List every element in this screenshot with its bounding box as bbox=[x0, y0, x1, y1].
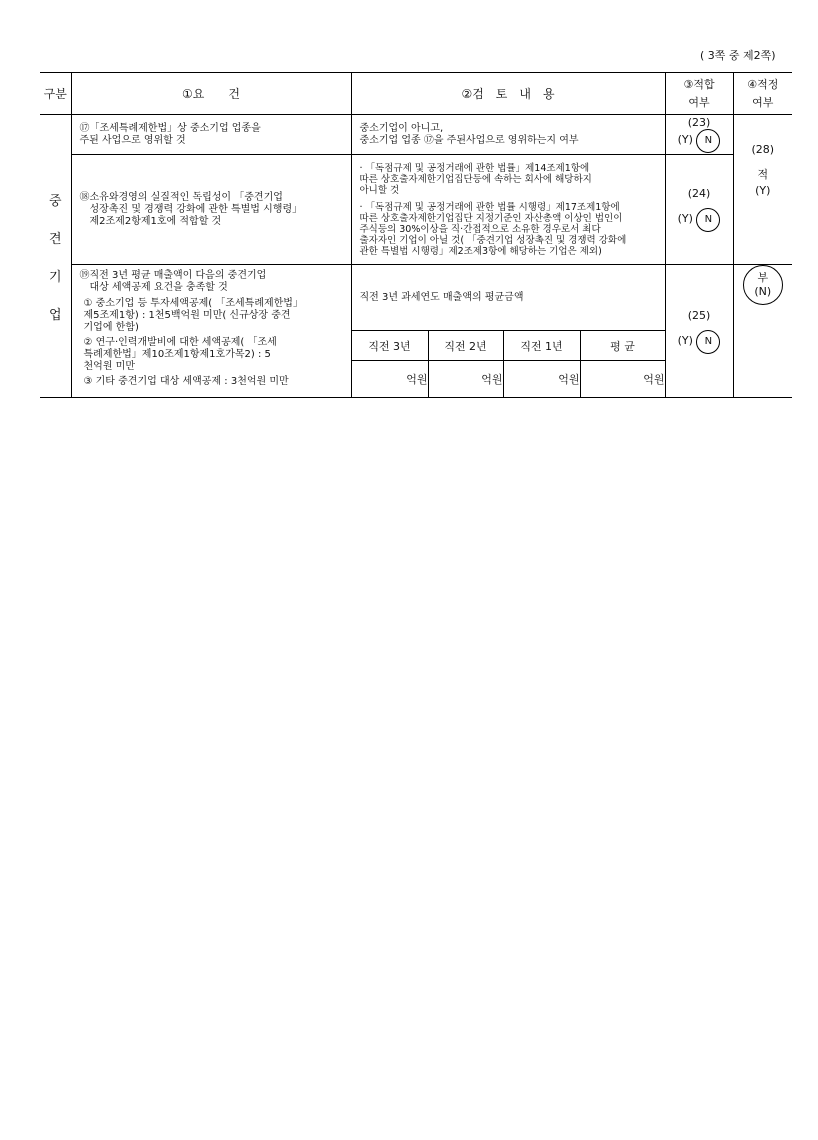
review-line: · 「독점규제 및 공정거래에 관한 법률 시행령」제17조제1항에 bbox=[359, 201, 620, 213]
subheader-year2: 직전 2년 bbox=[428, 331, 503, 361]
header-suitability bbox=[665, 73, 733, 115]
amount-year1[interactable]: 억원 bbox=[503, 361, 580, 398]
amount-average[interactable]: 억원 bbox=[580, 361, 665, 398]
requirement-17 bbox=[71, 115, 351, 155]
appropriate-y[interactable]: (Y) bbox=[755, 184, 771, 197]
yes-option[interactable]: (Y) bbox=[677, 333, 693, 347]
header-suitability-line2: 여부 bbox=[688, 95, 710, 109]
no-option-circled[interactable]: N bbox=[696, 208, 720, 232]
appropriate-label: 적 bbox=[757, 168, 769, 181]
review-line: 아니할 것 bbox=[359, 184, 400, 196]
requirement-item: 제5조제1항) : 1천5백억원 미만( 신규상장 중견 bbox=[83, 310, 291, 321]
requirement-item: ① 중소기업 등 투자세액공제( 「조세특례제한법」 bbox=[83, 298, 303, 309]
requirement-line: ⑲직전 3년 평균 매출액이 다음의 중견기업 bbox=[79, 270, 267, 281]
requirement-item: ② 연구·인력개발비에 대한 세액공제( 「조세 bbox=[83, 337, 277, 348]
requirement-item: 특례제한법」제10조제1항제1호가목2) : 5 bbox=[83, 349, 271, 360]
header-suitability-line1: ③적합 bbox=[683, 77, 715, 91]
item-number: (24) bbox=[687, 187, 711, 200]
review-line: 중소기업 업종 ⑰을 주된사업으로 영위하는지 여부 bbox=[359, 134, 579, 146]
requirement-line: 제2조제2항제1호에 적합할 것 bbox=[89, 215, 222, 227]
amount-year3[interactable]: 억원 bbox=[351, 361, 428, 398]
category-char: 기 bbox=[48, 270, 62, 285]
review-line: 관한 특별법 시행령」제2조제3항에 해당하는 기업은 제외) bbox=[359, 245, 602, 257]
requirement-line: 주된 사업으로 영위할 것 bbox=[79, 134, 186, 146]
yes-option[interactable]: (Y) bbox=[677, 212, 693, 225]
subheader-average: 평 균 bbox=[580, 331, 665, 361]
review-18 bbox=[351, 155, 665, 265]
category-char: 견 bbox=[48, 232, 62, 247]
header-appropriateness-line2: 여부 bbox=[752, 95, 774, 109]
review-19 bbox=[351, 265, 665, 331]
header-requirement: ①요 건 bbox=[71, 73, 351, 115]
inappropriate-label: 부 bbox=[757, 271, 769, 284]
subheader-year3: 직전 3년 bbox=[351, 331, 428, 361]
appropriate-cell bbox=[733, 115, 792, 265]
inappropriate-n: (N) bbox=[754, 285, 772, 298]
subheader-year1: 직전 1년 bbox=[503, 331, 580, 361]
requirement-line: 대상 세액공제 요건을 충족할 것 bbox=[89, 282, 228, 293]
review-line: 주식등의 30%이상을 직·간접적으로 소유한 경우로서 최다 bbox=[359, 223, 601, 235]
requirement-line: 성장촉진 및 경쟁력 강화에 관한 특별법 시행령」 bbox=[89, 203, 303, 215]
requirement-line: ⑰「조세특례제한법」상 중소기업 업종을 bbox=[79, 122, 261, 134]
requirement-item: ③ 기타 중견기업 대상 세액공제 : 3천억원 미만 bbox=[83, 376, 289, 387]
requirement-item: 기업에 한함) bbox=[83, 322, 139, 333]
category-char: 중 bbox=[48, 194, 62, 209]
review-17 bbox=[351, 115, 665, 155]
item-number: (23) bbox=[687, 115, 711, 129]
header-review: ②검 토 내 용 bbox=[351, 73, 665, 115]
requirement-19 bbox=[71, 265, 351, 398]
requirement-18 bbox=[71, 155, 351, 265]
suitability-25 bbox=[665, 265, 733, 398]
item-number: (25) bbox=[687, 308, 711, 322]
requirement-item: 천억원 미만 bbox=[83, 361, 135, 372]
inappropriate-cell bbox=[733, 265, 792, 398]
suitability-23 bbox=[665, 115, 733, 155]
suitability-24 bbox=[665, 155, 733, 265]
no-option-circled[interactable]: N bbox=[696, 330, 720, 354]
header-appropriateness bbox=[733, 73, 792, 115]
header-appropriateness-line1: ④적정 bbox=[747, 77, 779, 91]
category-cell bbox=[40, 115, 71, 398]
amount-year2[interactable]: 억원 bbox=[428, 361, 503, 398]
header-category: 구분 bbox=[40, 73, 71, 115]
mid-size-enterprise-table bbox=[40, 72, 792, 398]
review-line: 출자자인 기업이 아닐 것( 「중견기업 성장촉진 및 경쟁력 강화에 bbox=[359, 234, 627, 246]
no-option-circled[interactable]: N bbox=[696, 129, 720, 153]
review-line: 직전 3년 과세연도 매출액의 평균금액 bbox=[359, 291, 524, 303]
yes-option[interactable]: (Y) bbox=[677, 132, 693, 146]
page-label: ( 3쪽 중 제2쪽) bbox=[700, 49, 776, 62]
requirement-line: ⑱소유와경영의 실질적인 독립성이 「중견기업 bbox=[79, 191, 283, 203]
category-char: 업 bbox=[48, 308, 62, 323]
final-number: (28) bbox=[751, 143, 775, 156]
inappropriate-circled[interactable] bbox=[743, 265, 783, 305]
review-line: 따른 상호출자제한기업집단등에 속하는 회사에 해당하지 bbox=[359, 173, 592, 185]
review-line: · 「독점규제 및 공정거래에 관한 법률」제14조제1항에 bbox=[359, 162, 590, 174]
review-line: 따른 상호출자제한기업집단 지정기준인 자산총액 이상인 법인이 bbox=[359, 212, 623, 224]
review-line: 중소기업이 아니고, bbox=[359, 122, 444, 134]
